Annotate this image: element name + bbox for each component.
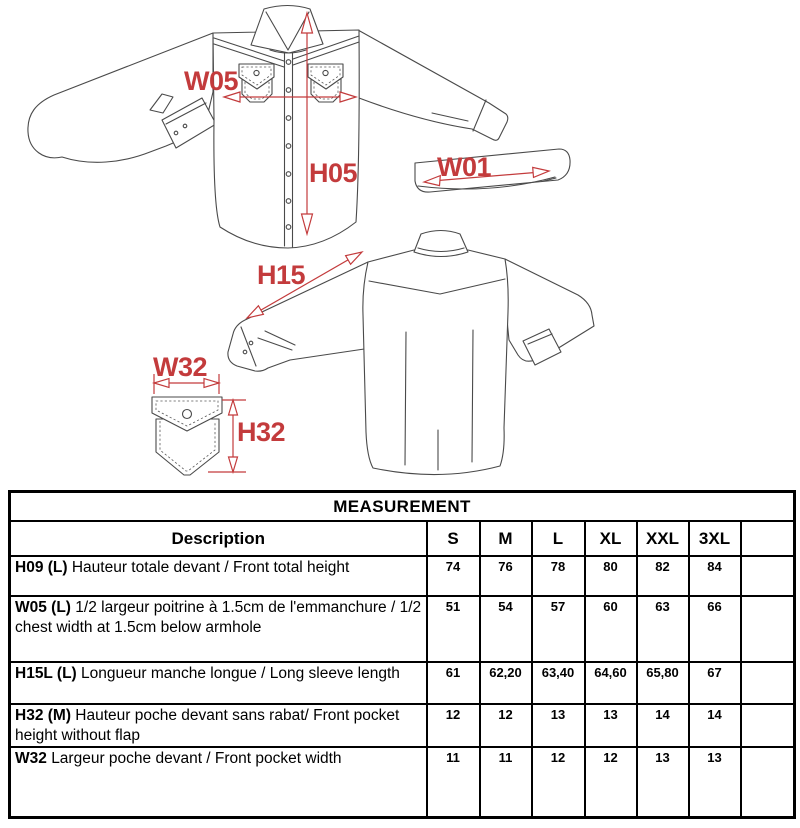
measure-value: 60 xyxy=(585,596,637,662)
pocket-detail-drawing xyxy=(152,397,222,475)
empty-cell xyxy=(741,747,795,817)
measure-description: W32 Largeur poche devant / Front pocket width xyxy=(10,747,427,817)
table-row xyxy=(10,662,795,704)
measure-code: W32 xyxy=(15,750,52,767)
measure-description: H15L (L) Longueur manche longue / Long sleeve length xyxy=(10,662,427,704)
measure-value: 13 xyxy=(689,747,741,817)
measure-value: 12 xyxy=(585,747,637,817)
measure-description: H09 (L) Hauteur totale devant / Front total height xyxy=(10,556,427,596)
column-header-description: Description xyxy=(10,521,427,556)
measure-value: 61 xyxy=(427,662,480,704)
measure-value: 62,20 xyxy=(480,662,532,704)
empty-cell xyxy=(741,662,795,704)
measurement-table xyxy=(8,490,796,819)
measure-value: 12 xyxy=(427,704,480,747)
measure-description: W05 (L) 1/2 largeur poitrine à 1.5cm de l'emmanchure / 1/2 chest width at 1.5cm below armhole xyxy=(10,596,427,662)
measure-code: H32 (M) xyxy=(15,707,76,724)
measure-value: 13 xyxy=(585,704,637,747)
measure-code: W05 (L) xyxy=(15,599,76,616)
measure-value: 74 xyxy=(427,556,480,596)
pocket-height-label: H32 xyxy=(237,417,286,447)
measure-value: 11 xyxy=(480,747,532,817)
measure-value: 78 xyxy=(532,556,585,596)
table-row xyxy=(10,747,795,817)
collar-width-label: W01 xyxy=(437,152,492,182)
measure-value: 12 xyxy=(480,704,532,747)
measure-value: 64,60 xyxy=(585,662,637,704)
column-header-row xyxy=(10,521,795,556)
empty-cell xyxy=(741,596,795,662)
sleeve-length-label: H15 xyxy=(257,260,306,290)
table-row xyxy=(10,704,795,747)
measure-value: 57 xyxy=(532,596,585,662)
measure-value: 54 xyxy=(480,596,532,662)
measure-value: 14 xyxy=(689,704,741,747)
column-header-size-l: L xyxy=(532,521,585,556)
column-header-size-s: S xyxy=(427,521,480,556)
measure-value: 76 xyxy=(480,556,532,596)
column-header-empty xyxy=(741,521,795,556)
measure-value: 51 xyxy=(427,596,480,662)
column-header-size-m: M xyxy=(480,521,532,556)
pocket-width-label: W32 xyxy=(153,352,208,382)
table-row xyxy=(10,556,795,596)
front-view-drawing xyxy=(28,6,508,249)
measure-code: H15L (L) xyxy=(15,665,82,682)
measure-value: 14 xyxy=(637,704,689,747)
table-row xyxy=(10,596,795,662)
measure-code: H09 (L) xyxy=(15,559,72,576)
table-title-row xyxy=(10,492,795,522)
measure-value: 12 xyxy=(532,747,585,817)
measure-value: 80 xyxy=(585,556,637,596)
column-header-size-3xl: 3XL xyxy=(689,521,741,556)
empty-cell xyxy=(741,556,795,596)
measure-value: 65,80 xyxy=(637,662,689,704)
empty-cell xyxy=(741,704,795,747)
measure-value: 84 xyxy=(689,556,741,596)
measure-value: 63 xyxy=(637,596,689,662)
measure-value: 66 xyxy=(689,596,741,662)
measure-value: 13 xyxy=(532,704,585,747)
table-title: MEASUREMENT xyxy=(10,492,795,522)
chest-width-label: W05 xyxy=(184,66,239,96)
measure-description: H32 (M) Hauteur poche devant sans rabat/ Front pocket height without flap xyxy=(10,704,427,747)
measure-value: 63,40 xyxy=(532,662,585,704)
measure-value: 67 xyxy=(689,662,741,704)
measure-value: 82 xyxy=(637,556,689,596)
front-height-label: H05 xyxy=(309,158,358,188)
column-header-size-xxl: XXL xyxy=(637,521,689,556)
column-header-size-xl: XL xyxy=(585,521,637,556)
measure-value: 13 xyxy=(637,747,689,817)
measure-value: 11 xyxy=(427,747,480,817)
